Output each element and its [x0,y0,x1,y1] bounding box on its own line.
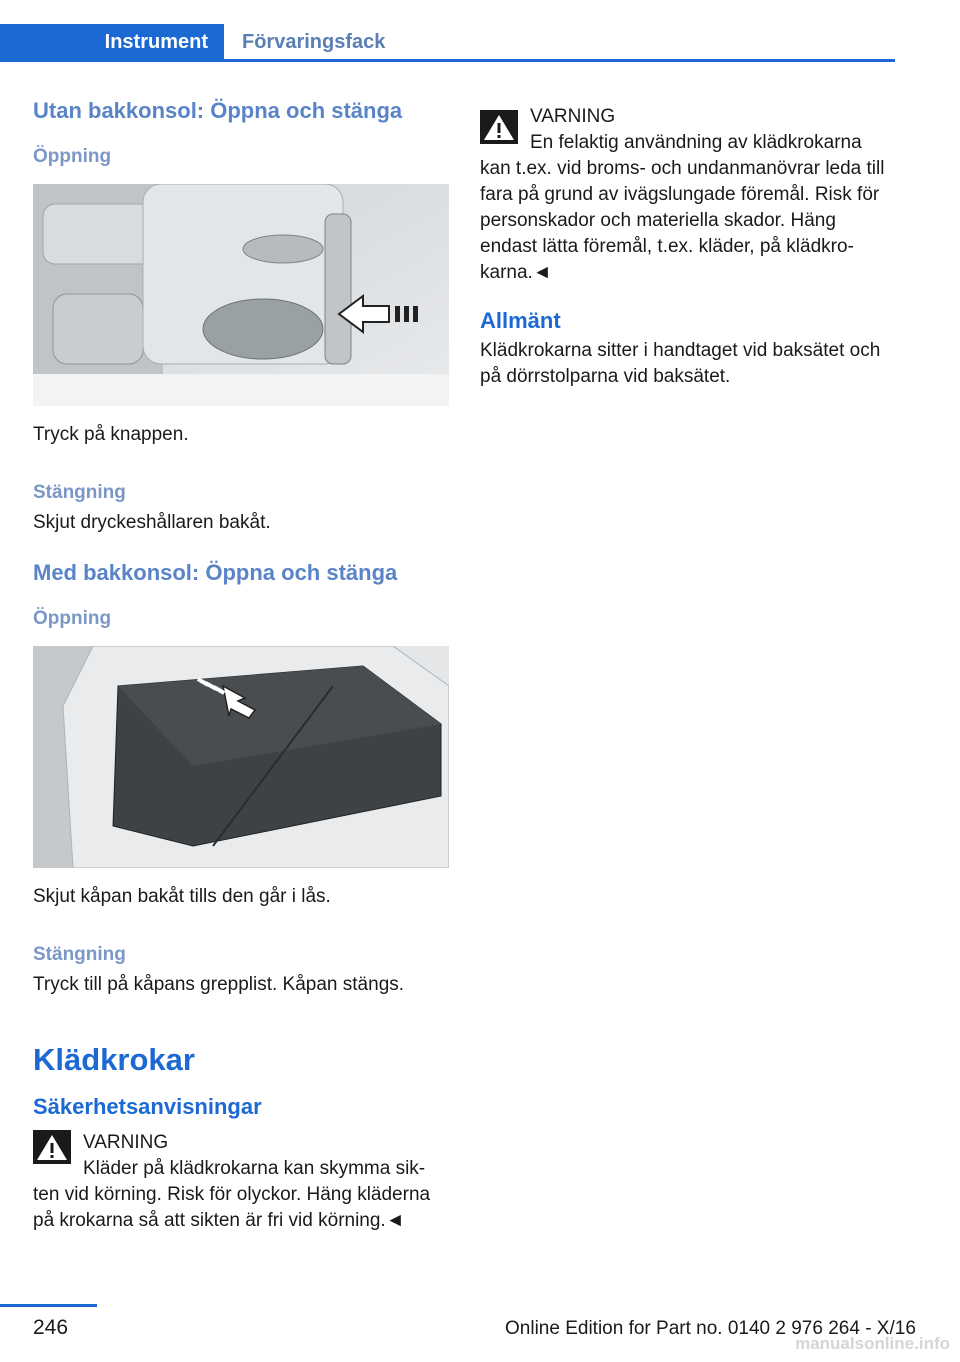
page-number: 246 [33,1316,69,1339]
tab-underline [0,59,895,62]
warning-label-left: VARNING [83,1132,169,1153]
text-push-cover: Skjut kåpan bakåt tills den går i lås. [33,886,331,907]
section-title-without-console: Utan bakkonsol: Öppna och stänga [33,98,403,123]
text-push-holder: Skjut dryckeshållaren bakåt. [33,512,271,533]
text-general: Klädkrokarna sitter i handtaget vid baksätet och på dörrstolparna vid baksätet. [480,340,881,387]
warning-label-right: VARNING [530,106,616,127]
photo-console-cover [33,646,449,868]
warning-text-right: En felaktig användning av klädkrokarna kan t.ex. vid broms- och undanmanövrar leda till fara på grund av ivägslungade föremål. Risk för personskador och materiella skador. Häng endast lätta föremål, t.ex. kläder, på klädkro‐karna.◄ [480,132,885,283]
header-tabbar [0,0,895,62]
warning-block-right [480,104,896,286]
text-press-button: Tryck på knappen. [33,424,189,445]
warning-triangle-icon [480,110,518,144]
chapter-title-coat-hooks: Klädkrokar [33,1042,195,1077]
photo-cupholder-button [33,184,449,406]
section-title-with-console: Med bakkonsol: Öppna och stänga [33,560,398,585]
text-press-grip: Tryck till på kåpans grepplist. Kåpan stängs. [33,974,405,995]
subheading-opening-2: Öppning [33,608,112,629]
warning-block-left [33,1130,449,1234]
warning-text-left: Kläder på klädkrokarna kan skymma sik‐ten vid körning. Risk för olyckor. Häng kläderna på krokarna så att sikten är fri vid körning.◄ [33,1158,431,1231]
footer-rule [0,1304,97,1307]
tab-forvaringsfack[interactable]: Förvaringsfack [242,30,386,53]
right-column [480,104,896,390]
subheading-opening: Öppning [33,146,112,167]
subheading-closing-2: Stängning [33,944,126,965]
left-column [33,98,449,1234]
subheading-closing: Stängning [33,482,126,503]
heading-general: Allmänt [480,308,561,333]
watermark: manualsonline.info [795,1334,950,1353]
edition-info: Online Edition for Part no. 0140 2 976 264 - X/16 [505,1318,916,1339]
heading-safety: Säkerhetsanvisningar [33,1094,262,1119]
warning-triangle-icon [33,1130,71,1164]
tab-instrument[interactable]: Instrument [0,24,224,60]
